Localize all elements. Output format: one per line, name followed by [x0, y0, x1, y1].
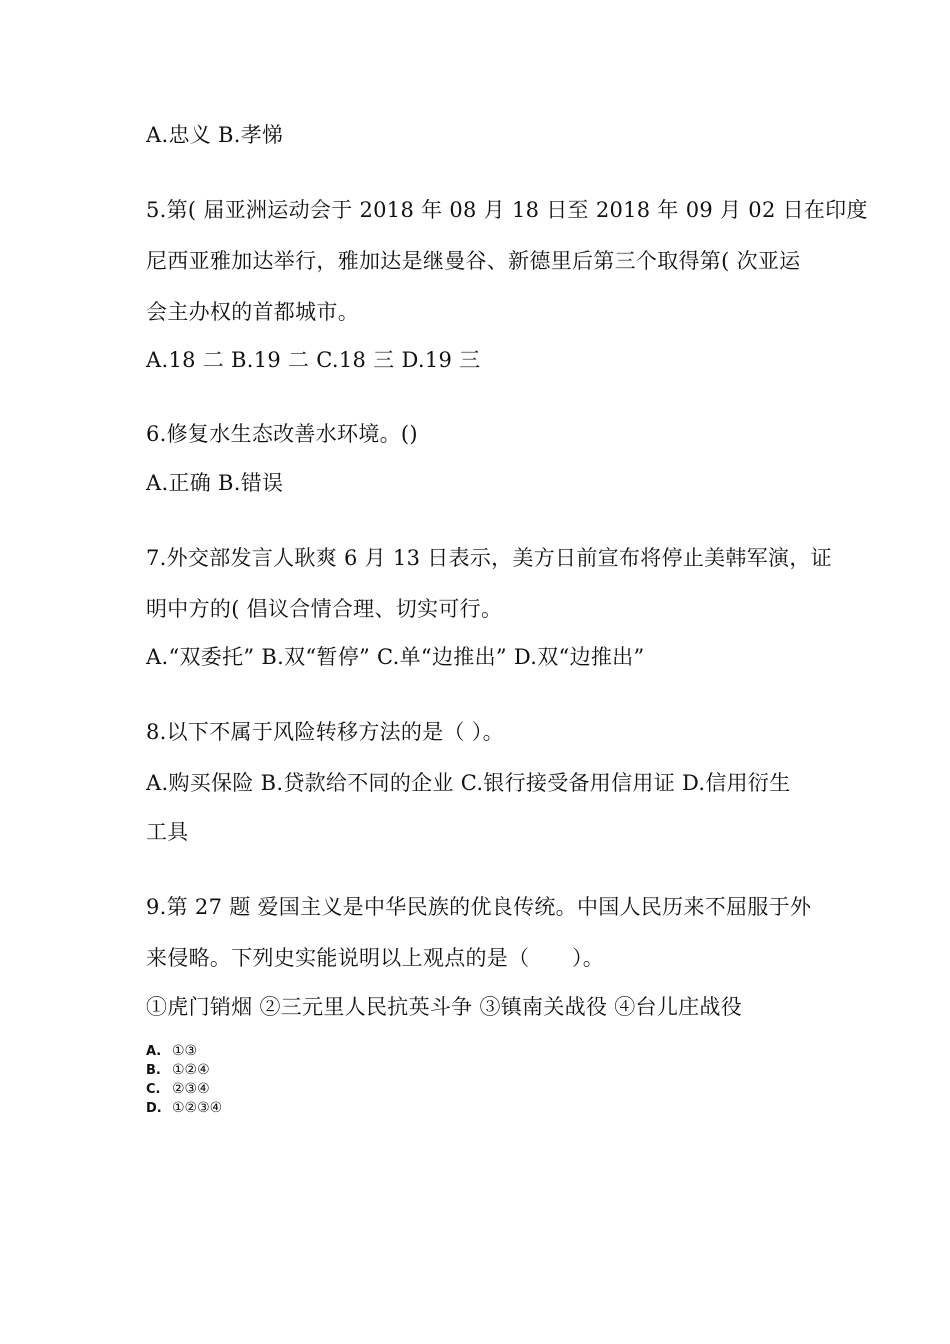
q5-text-line-1: 5.第( 届亚洲运动会于 2018 年 08 月 18 日至 2018 年 09 月 02 日在印度: [146, 198, 868, 222]
option-label: B.: [146, 1063, 161, 1078]
option-value: ①②④: [172, 1062, 210, 1078]
option-label: C.: [146, 1082, 161, 1097]
q9-option-b[interactable]: [146, 1061, 222, 1080]
q7-text-line-1: 7.外交部发言人耿爽 6 月 13 日表示，美方日前宣布将停止美韩军演，证: [146, 546, 832, 570]
option-label: A.: [146, 1044, 162, 1059]
q9-options: [146, 1042, 222, 1118]
q8-options-line-2: 工具: [146, 820, 189, 844]
q9-text-line-2: 来侵略。下列史实能说明以上观点的是（ ）。: [146, 946, 605, 970]
q4-options: A.忠义 B.孝悌: [146, 123, 284, 147]
q9-option-d[interactable]: [146, 1099, 222, 1118]
option-value: ①②③④: [172, 1100, 223, 1116]
q5-text-line-2: 尼西亚雅加达举行，雅加达是继曼谷、新德里后第三个取得第( 次亚运: [146, 249, 801, 273]
q8-options-line-1: A.购买保险 B.贷款给不同的企业 C.银行接受备用信用证 D.信用衍生: [146, 771, 791, 795]
q9-option-a[interactable]: [146, 1042, 222, 1061]
q5-options: A.18 二 B.19 二 C.18 三 D.19 三: [146, 348, 481, 372]
q8-text-line-1: 8.以下不属于风险转移方法的是（ ）。: [146, 720, 504, 744]
q9-text-line-1: 9.第 27 题 爱国主义是中华民族的优良传统。中国人民历来不屈服于外: [146, 895, 812, 919]
q7-text-line-2: 明中方的( 倡议合情合理、切实可行。: [146, 597, 503, 621]
q5-text-line-3: 会主办权的首都城市。: [146, 300, 359, 324]
q6-options: A.正确 B.错误: [146, 471, 284, 495]
q9-text-line-3: ①虎门销烟 ②三元里人民抗英斗争 ③镇南关战役 ④台儿庄战役: [146, 995, 743, 1019]
q6-text-line-1: 6.修复水生态改善水环境。(): [146, 422, 418, 446]
q9-option-c[interactable]: [146, 1080, 222, 1099]
q7-options: A.“双委托” B.双“暂停” C.单“边推出” D.双“边推出”: [146, 645, 645, 669]
option-value: ①③: [172, 1043, 198, 1059]
option-label: D.: [146, 1101, 162, 1116]
option-value: ②③④: [172, 1081, 210, 1097]
